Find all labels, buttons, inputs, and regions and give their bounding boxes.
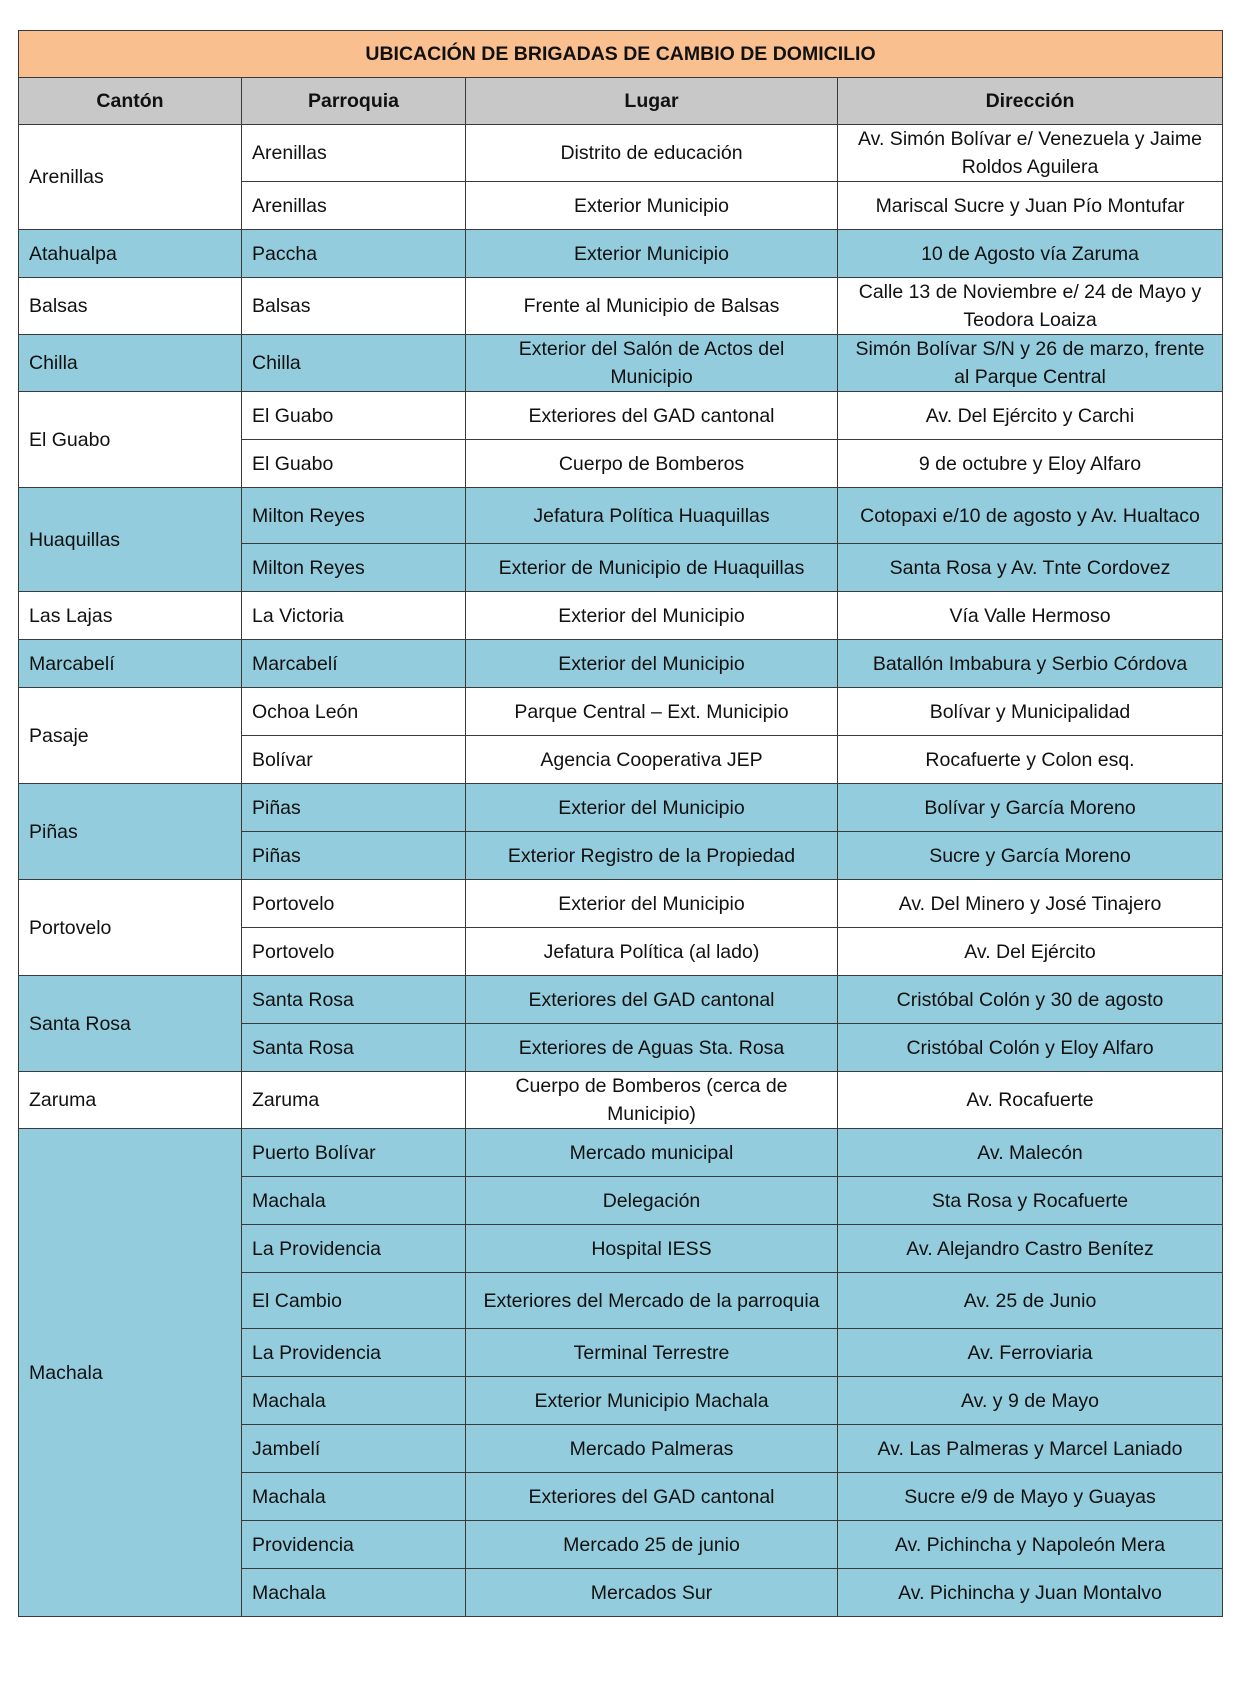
cell-parroquia: Machala bbox=[242, 1177, 466, 1225]
cell-direccion: Sucre e/9 de Mayo y Guayas bbox=[838, 1473, 1223, 1521]
cell-direccion: Cristóbal Colón y Eloy Alfaro bbox=[838, 1024, 1223, 1072]
cell-direccion: Bolívar y Municipalidad bbox=[838, 688, 1223, 736]
cell-direccion: Sucre y García Moreno bbox=[838, 832, 1223, 880]
cell-lugar: Delegación bbox=[466, 1177, 838, 1225]
cell-parroquia: Machala bbox=[242, 1569, 466, 1617]
cell-lugar: Exterior de Municipio de Huaquillas bbox=[466, 544, 838, 592]
cell-lugar: Exterior Registro de la Propiedad bbox=[466, 832, 838, 880]
cell-direccion: Av. y 9 de Mayo bbox=[838, 1377, 1223, 1425]
cell-direccion: Av. Ferroviaria bbox=[838, 1329, 1223, 1377]
table-row bbox=[19, 230, 1223, 278]
cell-parroquia: Ochoa León bbox=[242, 688, 466, 736]
cell-canton: Portovelo bbox=[19, 880, 242, 976]
table-row bbox=[19, 976, 1223, 1024]
cell-parroquia: Zaruma bbox=[242, 1072, 466, 1129]
cell-lugar: Exteriores del Mercado de la parroquia bbox=[466, 1273, 838, 1329]
cell-parroquia: El Cambio bbox=[242, 1273, 466, 1329]
cell-lugar: Cuerpo de Bomberos (cerca de Municipio) bbox=[466, 1072, 838, 1129]
cell-direccion: Cristóbal Colón y 30 de agosto bbox=[838, 976, 1223, 1024]
cell-direccion: Calle 13 de Noviembre e/ 24 de Mayo y Teodora Loaiza bbox=[838, 278, 1223, 335]
cell-direccion: Batallón Imbabura y Serbio Córdova bbox=[838, 640, 1223, 688]
cell-lugar: Mercado 25 de junio bbox=[466, 1521, 838, 1569]
cell-lugar: Exteriores de Aguas Sta. Rosa bbox=[466, 1024, 838, 1072]
cell-lugar: Mercado municipal bbox=[466, 1129, 838, 1177]
cell-direccion: Av. Pichincha y Juan Montalvo bbox=[838, 1569, 1223, 1617]
cell-direccion: Av. Pichincha y Napoleón Mera bbox=[838, 1521, 1223, 1569]
cell-canton: Santa Rosa bbox=[19, 976, 242, 1072]
cell-parroquia: La Victoria bbox=[242, 592, 466, 640]
cell-parroquia: Machala bbox=[242, 1473, 466, 1521]
cell-parroquia: La Providencia bbox=[242, 1225, 466, 1273]
cell-direccion: Av. Del Minero y José Tinajero bbox=[838, 880, 1223, 928]
cell-lugar: Exteriores del GAD cantonal bbox=[466, 1473, 838, 1521]
cell-lugar: Jefatura Política Huaquillas bbox=[466, 488, 838, 544]
cell-direccion: Santa Rosa y Av. Tnte Cordovez bbox=[838, 544, 1223, 592]
cell-parroquia: Chilla bbox=[242, 335, 466, 392]
table-title: UBICACIÓN DE BRIGADAS DE CAMBIO DE DOMICILIO bbox=[19, 31, 1223, 78]
cell-direccion: 10 de Agosto vía Zaruma bbox=[838, 230, 1223, 278]
cell-lugar: Exteriores del GAD cantonal bbox=[466, 392, 838, 440]
cell-lugar: Parque Central – Ext. Municipio bbox=[466, 688, 838, 736]
cell-canton: Zaruma bbox=[19, 1072, 242, 1129]
cell-lugar: Mercado Palmeras bbox=[466, 1425, 838, 1473]
cell-canton: Atahualpa bbox=[19, 230, 242, 278]
cell-parroquia: El Guabo bbox=[242, 440, 466, 488]
cell-canton: Las Lajas bbox=[19, 592, 242, 640]
table-row bbox=[19, 335, 1223, 392]
cell-parroquia: Arenillas bbox=[242, 182, 466, 230]
table-row bbox=[19, 592, 1223, 640]
header-canton: Cantón bbox=[19, 78, 242, 125]
cell-parroquia: Bolívar bbox=[242, 736, 466, 784]
cell-lugar: Terminal Terrestre bbox=[466, 1329, 838, 1377]
header-direccion: Dirección bbox=[838, 78, 1223, 125]
table-row bbox=[19, 784, 1223, 832]
cell-direccion: Av. Las Palmeras y Marcel Laniado bbox=[838, 1425, 1223, 1473]
cell-direccion: Av. Del Ejército bbox=[838, 928, 1223, 976]
cell-direccion: Av. Simón Bolívar e/ Venezuela y Jaime Roldos Aguilera bbox=[838, 125, 1223, 182]
title-row bbox=[19, 31, 1223, 78]
cell-lugar: Exterior del Municipio bbox=[466, 592, 838, 640]
cell-parroquia: Providencia bbox=[242, 1521, 466, 1569]
cell-canton: Arenillas bbox=[19, 125, 242, 230]
cell-canton: Machala bbox=[19, 1129, 242, 1617]
cell-lugar: Hospital IESS bbox=[466, 1225, 838, 1273]
cell-parroquia: Portovelo bbox=[242, 928, 466, 976]
cell-lugar: Exterior Municipio bbox=[466, 182, 838, 230]
cell-parroquia: El Guabo bbox=[242, 392, 466, 440]
table-row bbox=[19, 392, 1223, 440]
cell-parroquia: Santa Rosa bbox=[242, 1024, 466, 1072]
cell-lugar: Agencia Cooperativa JEP bbox=[466, 736, 838, 784]
cell-canton: Piñas bbox=[19, 784, 242, 880]
table-row bbox=[19, 125, 1223, 182]
cell-canton: Pasaje bbox=[19, 688, 242, 784]
cell-lugar: Distrito de educación bbox=[466, 125, 838, 182]
cell-parroquia: Santa Rosa bbox=[242, 976, 466, 1024]
cell-canton: Chilla bbox=[19, 335, 242, 392]
cell-direccion: Av. Alejandro Castro Benítez bbox=[838, 1225, 1223, 1273]
cell-lugar: Cuerpo de Bomberos bbox=[466, 440, 838, 488]
table-body bbox=[19, 125, 1223, 1617]
cell-parroquia: Piñas bbox=[242, 832, 466, 880]
table-row bbox=[19, 1129, 1223, 1177]
cell-canton: El Guabo bbox=[19, 392, 242, 488]
cell-canton: Marcabelí bbox=[19, 640, 242, 688]
cell-parroquia: La Providencia bbox=[242, 1329, 466, 1377]
cell-parroquia: Milton Reyes bbox=[242, 488, 466, 544]
cell-parroquia: Balsas bbox=[242, 278, 466, 335]
header-lugar: Lugar bbox=[466, 78, 838, 125]
cell-direccion: Vía Valle Hermoso bbox=[838, 592, 1223, 640]
cell-parroquia: Marcabelí bbox=[242, 640, 466, 688]
cell-parroquia: Puerto Bolívar bbox=[242, 1129, 466, 1177]
cell-direccion: Cotopaxi e/10 de agosto y Av. Hualtaco bbox=[838, 488, 1223, 544]
table-row bbox=[19, 640, 1223, 688]
table-row bbox=[19, 278, 1223, 335]
cell-direccion: Bolívar y García Moreno bbox=[838, 784, 1223, 832]
cell-direccion: Sta Rosa y Rocafuerte bbox=[838, 1177, 1223, 1225]
cell-direccion: Av. Malecón bbox=[838, 1129, 1223, 1177]
cell-canton: Huaquillas bbox=[19, 488, 242, 592]
cell-lugar: Exterior del Salón de Actos del Municipio bbox=[466, 335, 838, 392]
cell-parroquia: Jambelí bbox=[242, 1425, 466, 1473]
cell-canton: Balsas bbox=[19, 278, 242, 335]
cell-direccion: Mariscal Sucre y Juan Pío Montufar bbox=[838, 182, 1223, 230]
cell-direccion: Av. Rocafuerte bbox=[838, 1072, 1223, 1129]
cell-lugar: Frente al Municipio de Balsas bbox=[466, 278, 838, 335]
cell-parroquia: Piñas bbox=[242, 784, 466, 832]
cell-lugar: Exterior del Municipio bbox=[466, 640, 838, 688]
table-row bbox=[19, 488, 1223, 544]
cell-lugar: Exterior Municipio Machala bbox=[466, 1377, 838, 1425]
table-row bbox=[19, 1072, 1223, 1129]
cell-parroquia: Milton Reyes bbox=[242, 544, 466, 592]
cell-lugar: Jefatura Política (al lado) bbox=[466, 928, 838, 976]
cell-lugar: Exteriores del GAD cantonal bbox=[466, 976, 838, 1024]
cell-lugar: Exterior del Municipio bbox=[466, 784, 838, 832]
cell-parroquia: Machala bbox=[242, 1377, 466, 1425]
cell-parroquia: Paccha bbox=[242, 230, 466, 278]
cell-lugar: Mercados Sur bbox=[466, 1569, 838, 1617]
cell-parroquia: Arenillas bbox=[242, 125, 466, 182]
cell-parroquia: Portovelo bbox=[242, 880, 466, 928]
cell-direccion: Simón Bolívar S/N y 26 de marzo, frente al Parque Central bbox=[838, 335, 1223, 392]
cell-lugar: Exterior del Municipio bbox=[466, 880, 838, 928]
cell-direccion: Rocafuerte y Colon esq. bbox=[838, 736, 1223, 784]
brigadas-table bbox=[18, 30, 1223, 1617]
table-row bbox=[19, 688, 1223, 736]
cell-direccion: Av. 25 de Junio bbox=[838, 1273, 1223, 1329]
cell-direccion: Av. Del Ejército y Carchi bbox=[838, 392, 1223, 440]
header-row bbox=[19, 78, 1223, 125]
table-row bbox=[19, 880, 1223, 928]
cell-direccion: 9 de octubre y Eloy Alfaro bbox=[838, 440, 1223, 488]
cell-lugar: Exterior Municipio bbox=[466, 230, 838, 278]
header-parroquia: Parroquia bbox=[242, 78, 466, 125]
